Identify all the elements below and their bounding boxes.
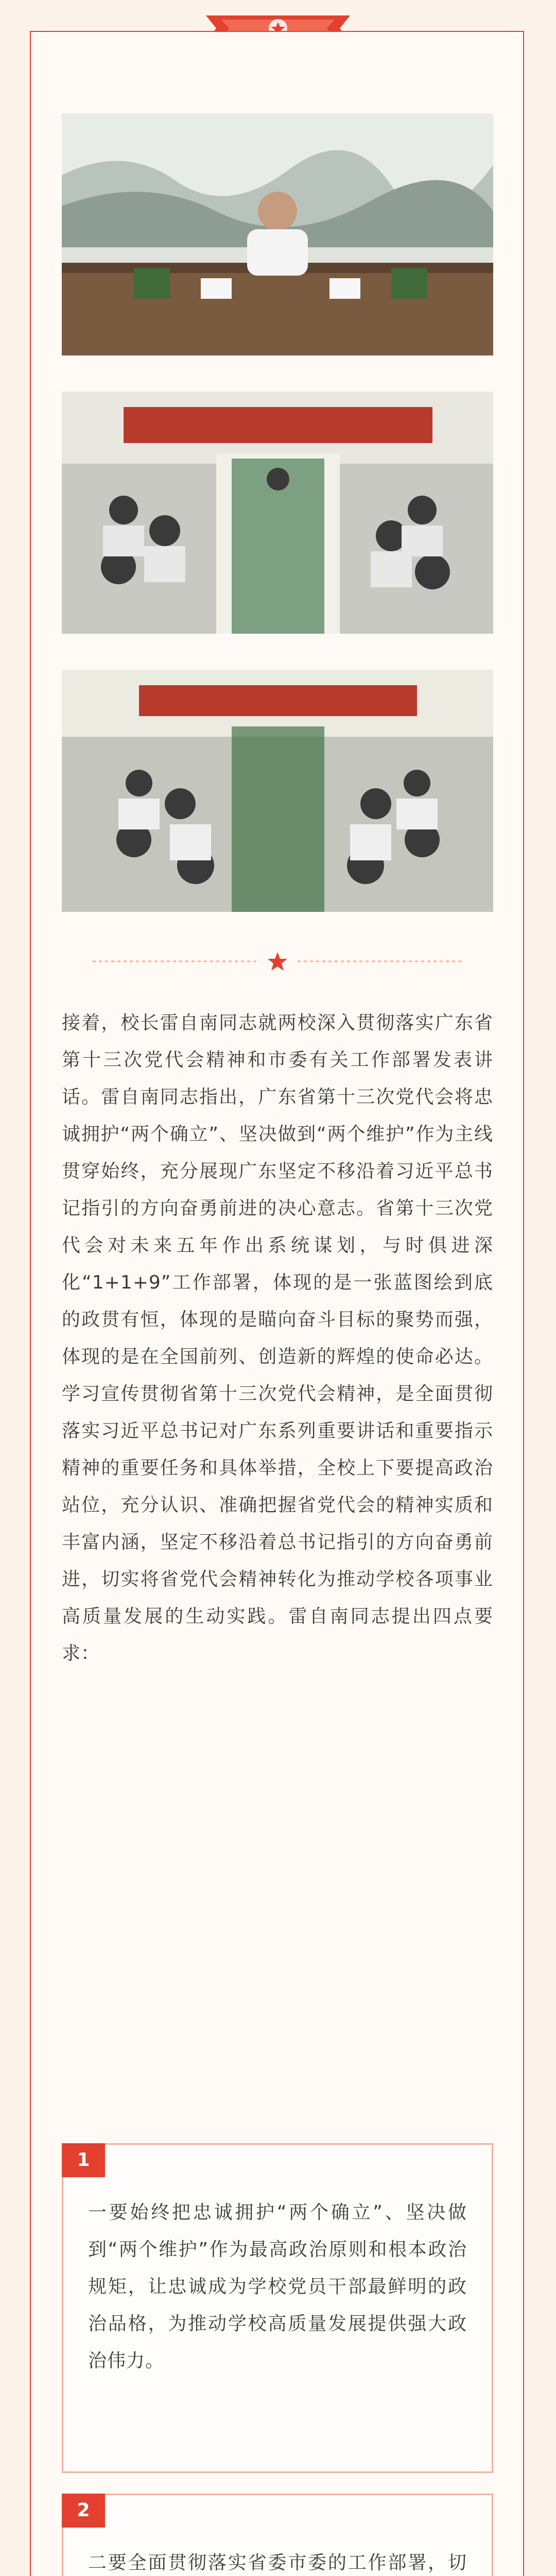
section-number: 1: [62, 2143, 105, 2177]
meeting-photo-1[interactable]: [62, 392, 493, 634]
speaker-photo[interactable]: [62, 113, 493, 355]
meeting-photo-2[interactable]: [62, 670, 493, 912]
section-text: 一要始终把忠诚拥护“两个确立”、坚决做到“两个维护”作为最高政治原则和根本政治规矩，让忠诚成为学校党员干部最鲜明的政治品格，为推动学校高质量发展提供强大政治伟力。: [88, 2202, 467, 2371]
star-divider: [62, 951, 493, 972]
intro-paragraph: 接着，校长雷自南同志就两校深入贯彻落实广东省第十三次党代会精神和市委有关工作部署发表讲话。雷自南同志指出，广东省第十三次党代会将忠诚拥护“两个确立”、坚决做到“两个维护”作为主线贯穿始终，充分展现广东坚定不移沿着习近平总书记指引的方向奋勇前进的决心意志。省第十三次党代会对未来五年作出系统谋划，与时俱进深化“1+1+9”工作部署，体现的是一张蓝图绘到底的政贯有恒，体现的是瞄向奋斗目标的聚势而强，体现的是在全国前列、创造新的辉煌的使命必达。学习宣传贯彻省第十三次党代会精神，是全面贯彻落实习近平总书记对广东系列重要讲话和重要指示精神的重要任务和具体举措，全校上下要提高政治站位，充分认识、准确把握省党代会的精神实质和丰富内涵，坚定不移沿着总书记指引的方向奋勇前进，切实将省党代会精神转化为推动学校各项事业高质量发展的生动实践。雷自南同志提出四点要求：: [62, 1012, 493, 1664]
section-number: 2: [62, 2494, 105, 2528]
section-text: 二要全面贯彻落实省委市委的工作部署，切: [88, 2552, 467, 2573]
star-icon: [268, 952, 287, 971]
requirement-section-2: [62, 2494, 493, 2576]
requirement-section-1: [62, 2143, 493, 2473]
